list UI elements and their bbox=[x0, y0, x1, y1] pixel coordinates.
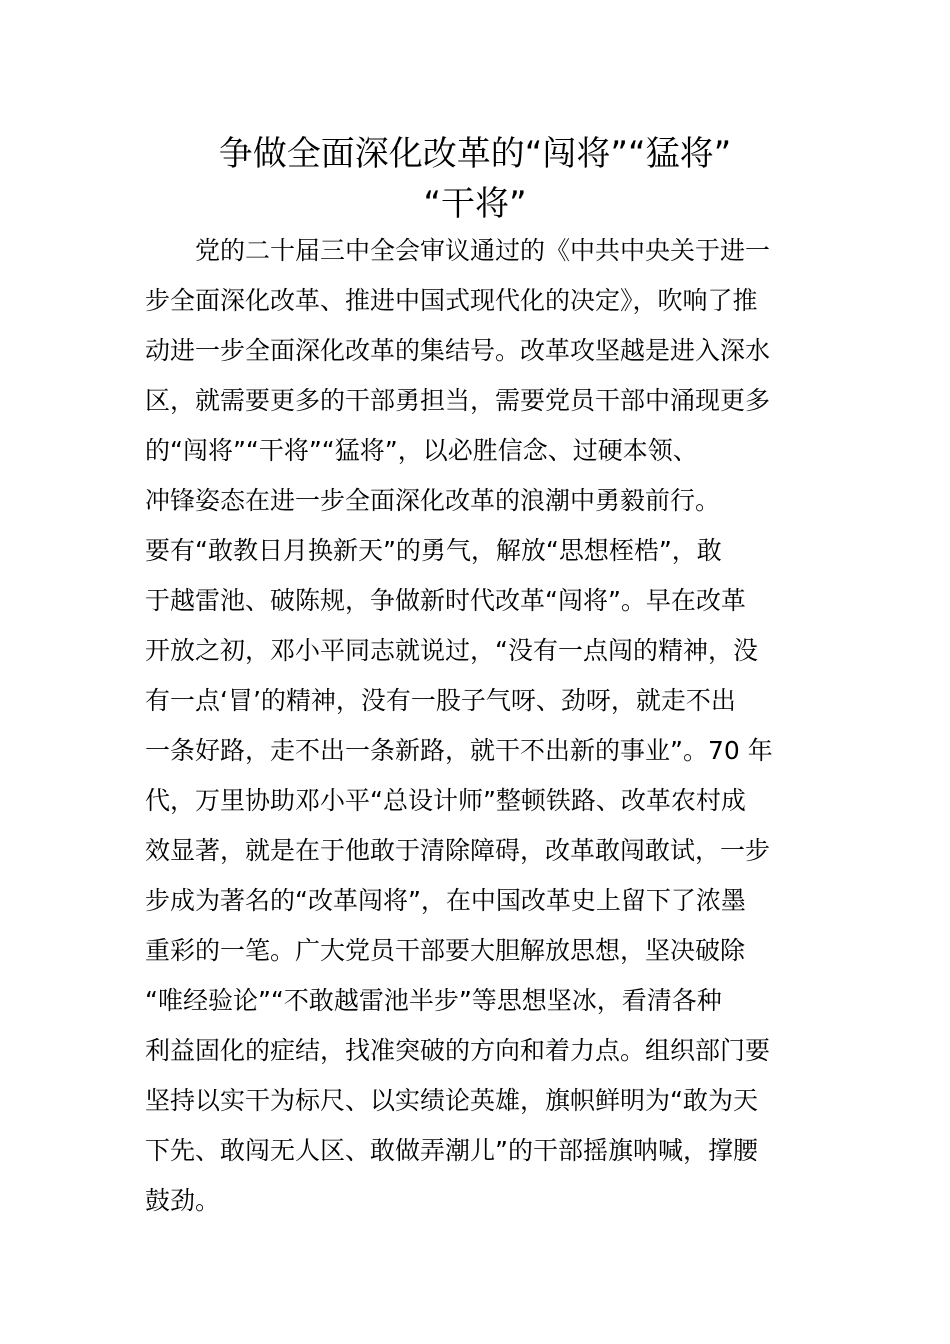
paragraph-line: 的“闯将”“干将”“猛将”，以必胜信念、过硬本领、 bbox=[145, 436, 698, 465]
paragraph-line: 有一点‘冒’的精神，没有一股子气呀、劲呀，就走不出 bbox=[145, 686, 736, 715]
paragraph-line: 鼓劲。 bbox=[145, 1186, 221, 1215]
paragraph-line: 区，就需要更多的干部勇担当，需要党员干部中涌现更多 bbox=[145, 386, 771, 415]
paragraph-line: 利益固化的症结，找准突破的方向和着力点。组织部门要 bbox=[145, 1036, 771, 1065]
paragraph-line: 下先、敢闯无人区、敢做弄潮儿”的干部摇旗呐喊，撑腰 bbox=[145, 1136, 758, 1165]
paragraph-line: 步全面深化改革、推进中国式现代化的决定》，吹响了推 bbox=[145, 286, 758, 315]
paragraph-1 bbox=[145, 226, 813, 526]
paragraph-line: 冲锋姿态在进一步全面深化改革的浪潮中勇毅前行。 bbox=[145, 486, 721, 515]
paragraph-line: 动进一步全面深化改革的集结号。改革攻坚越是进入深水 bbox=[145, 336, 771, 365]
paragraph-line: 于越雷池、破陈规，争做新时代改革“闯将”。早在改革 bbox=[145, 586, 746, 615]
paragraph-line: 效显著，就是在于他敢于清除障碍，改革敢闯敢试，一步 bbox=[145, 836, 771, 865]
paragraph-line: 党的二十届三中全会审议通过的《中共中央关于进一 bbox=[145, 236, 771, 265]
paragraph-2 bbox=[145, 526, 813, 1226]
paragraph-line: “唯经验论”“不敢越雷池半步”等思想坚冰，看清各种 bbox=[145, 986, 722, 1015]
paragraph-line: 重彩的一笔。广大党员干部要大胆解放思想，坚决破除 bbox=[145, 936, 746, 965]
document-title-line-2: “干将” bbox=[423, 184, 527, 224]
paragraph-line: 步成为著名的“改革闯将”，在中国改革史上留下了浓墨 bbox=[145, 886, 746, 915]
paragraph-line: 开放之初，邓小平同志就说过，“没有一点闯的精神，没 bbox=[145, 636, 758, 665]
paragraph-line: 坚持以实干为标尺、以实绩论英雄，旗帜鲜明为“敢为天 bbox=[145, 1086, 758, 1115]
paragraph-line: 要有“敢教日月换新天”的勇气，解放“思想桎梏”，敢 bbox=[145, 536, 722, 565]
paragraph-line: 代，万里协助邓小平“总设计师”整顿铁路、改革农村成 bbox=[145, 786, 746, 815]
paragraph-line: 一条好路，走不出一条新路，就干不出新的事业”。70 年 bbox=[145, 736, 773, 765]
document-title-line-1: 争做全面深化改革的“闯将”“猛将” bbox=[218, 134, 732, 174]
